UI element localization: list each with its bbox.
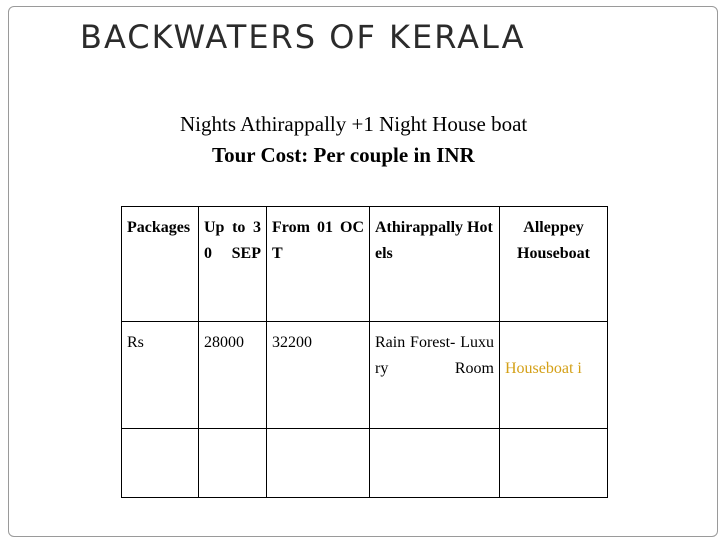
empty-cell: [500, 429, 608, 498]
cell-currency: Rs: [122, 322, 199, 429]
cell-hotel-room: Rain Forest- Luxury Room: [370, 322, 500, 429]
empty-cell: [267, 429, 370, 498]
tour-cost-heading: Tour Cost: Per couple in INR: [212, 143, 475, 167]
header-from-01-oct: From 01 OCT: [267, 207, 370, 322]
table-row: [122, 322, 608, 429]
header-houseboat-line2: Houseboat: [517, 245, 590, 262]
header-athirappally-hotels: Athirappally Hotels: [370, 207, 500, 322]
cell-price-up-to-30-sep: 28000: [199, 322, 267, 429]
tour-cost-table: [121, 206, 608, 498]
cell-houseboat: [500, 322, 608, 429]
table-row-empty: [122, 429, 608, 498]
empty-cell: [370, 429, 500, 498]
slide-title: BACKWATERS OF KERALA: [80, 18, 526, 56]
table-header-row: [122, 207, 608, 322]
houseboat-link[interactable]: Houseboat i: [505, 360, 582, 377]
cell-price-from-01-oct: 32200: [267, 322, 370, 429]
header-alleppey-houseboat: [500, 207, 608, 322]
header-up-to-30-sep: Up to 30 SEP: [199, 207, 267, 322]
empty-cell: [122, 429, 199, 498]
header-houseboat-line1: Alleppey: [523, 219, 584, 236]
tour-subtitle: Nights Athirappally +1 Night House boat: [180, 112, 528, 136]
empty-cell: [199, 429, 267, 498]
header-packages: Packages: [122, 207, 199, 322]
